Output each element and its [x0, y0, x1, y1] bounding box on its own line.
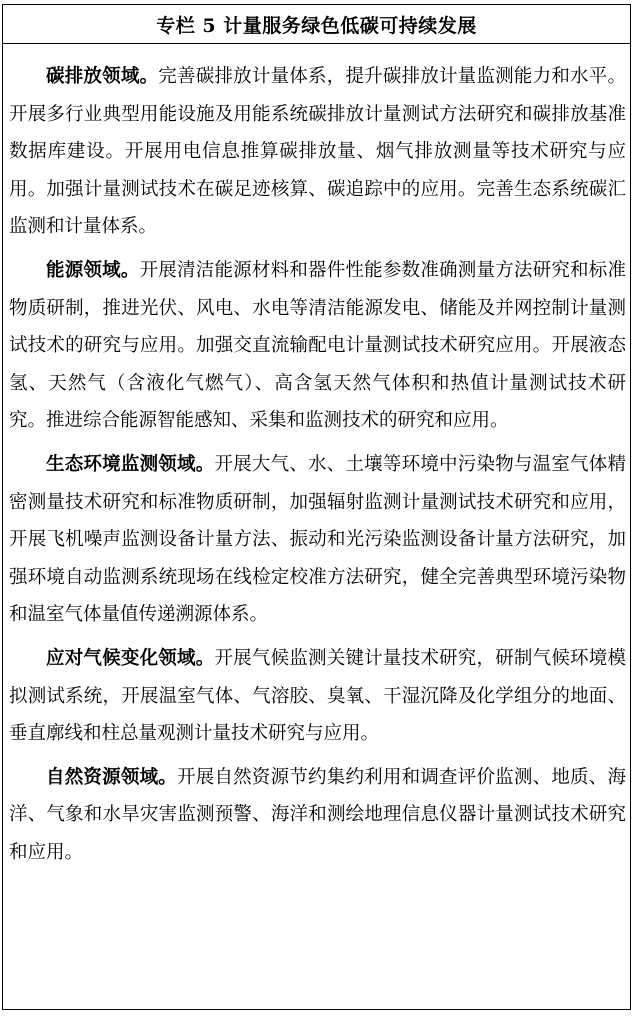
section-carbon-emission [9, 58, 626, 246]
section-text: 开展清洁能源材料和器件性能参数准确测量方法研究和标准物质研制，推进光伏、风电、水电等清洁能源发电、储能及并网控制计量测试技术的研究与应用。加强交直流输配电计量测试技术研究应用。开展液态氢、天然气（含液化气燃气）、高含氢天然气体积和热值计量测试技术研究。推进综合能源智能感知、采集和监测技术的研究和应用。 [9, 259, 626, 432]
section-energy [9, 252, 626, 440]
section-climate-change [9, 640, 626, 753]
section-heading: 生态环境监测领域。 [46, 453, 215, 475]
column-body [3, 44, 630, 871]
column-box [2, 4, 631, 1010]
section-natural-resources [9, 759, 626, 872]
section-heading: 应对气候变化领域。 [46, 647, 215, 669]
section-text: 开展气候监测关键计量技术研究，研制气候环境模拟测试系统，开展温室气体、气溶胶、臭氧、干湿沉降及化学组分的地面、垂直廓线和柱总量观测计量技术研究与应用。 [9, 647, 626, 745]
section-heading: 碳排放领域。 [46, 66, 159, 87]
section-text: 完善碳排放计量体系，提升碳排放计量监测能力和水平。开展多行业典型用能设施及用能系统碳排放计量测试方法研究和碳排放基准数据库建设。开展用电信息推算碳排放量、烟气排放测量等技术研究与应用。加强计量测试技术在碳足迹核算、碳追踪中的应用。完善生态系统碳汇监测和计量体系。 [9, 66, 626, 238]
section-heading: 自然资源领域。 [46, 766, 178, 788]
section-text: 开展大气、水、土壤等环境中污染物与温室气体精密测量技术研究和标准物质研制，加强辐射监测计量测试技术研究和应用，开展飞机噪声监测设备计量方法、振动和光污染监测设备计量方法研究，加强环境自动监测系统现场在线检定校准方法研究，健全完善典型环境污染物和温室气体量值传递溯源体系。 [9, 453, 626, 626]
section-text: 开展自然资源节约集约利用和调查评价监测、地质、海洋、气象和水旱灾害监测预警、海洋和测绘地理信息仪器计量测试技术研究和应用。 [9, 766, 626, 863]
section-eco-environment-monitoring [9, 446, 626, 634]
column-title: 专栏 5 计量服务绿色低碳可持续发展 [3, 5, 630, 44]
section-heading: 能源领域。 [46, 259, 140, 281]
